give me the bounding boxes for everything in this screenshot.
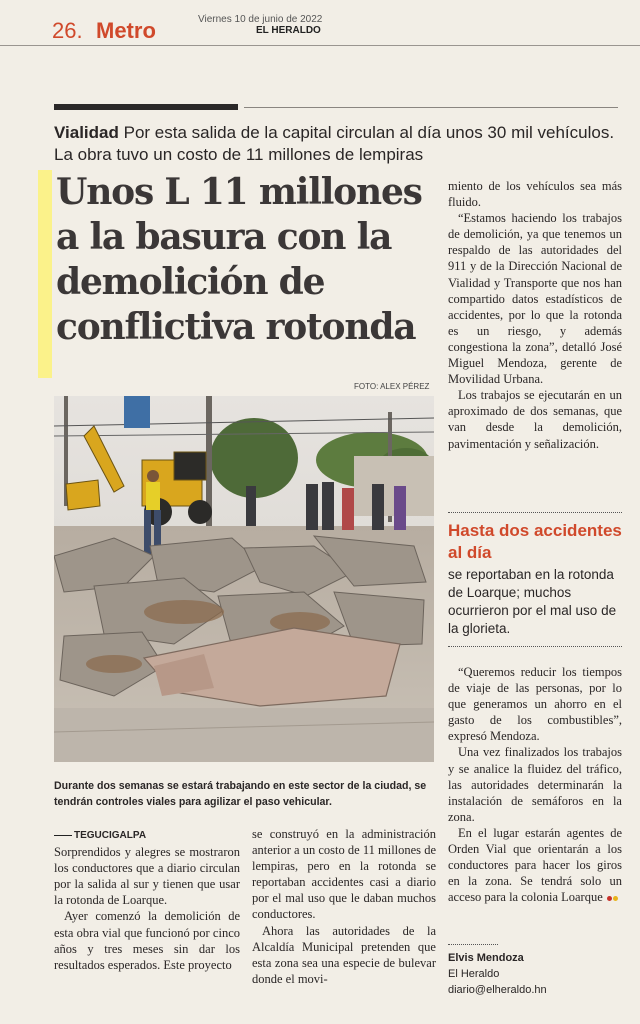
author-name: Elvis Mendoza	[448, 952, 524, 964]
paragraph: Ahora las autoridades de la Alcaldía Municipal pretenden que esta zona sea una especie de bulevar donde el movi-	[252, 923, 436, 986]
photo-credit: FOTO: ALEX PÉREZ	[354, 382, 430, 391]
kicker-label: Vialidad	[54, 123, 119, 142]
dateline: TEGUCIGALPA	[74, 830, 147, 841]
byline	[448, 950, 547, 998]
paragraph: Una vez finalizados los trabajos y se analice la fluidez del tráfico, las autoridades determinarán la instalación de semáforos en la zona.	[448, 745, 622, 824]
author-outlet: El Heraldo	[448, 968, 500, 980]
paragraph: Ayer comenzó la demolición de esta obra vial que funcionó por cinco años y tres meses sin dar los resultados esperados. Este proyecto	[54, 909, 240, 972]
paragraph: miento de los vehículos sea más fluido.	[448, 179, 622, 210]
photo-caption: Durante dos semanas se estará trabajando en este sector de la ciudad, se tendrán controles viales para agilizar el paso vehicular.	[54, 780, 427, 808]
paragraph-text: En el lugar estarán agentes de Orden Vial que orientarán a los conductores para hacer los giros en la zona. Se tendrá solo un acceso para la colonia Loarque	[448, 825, 622, 905]
final-paragraph	[448, 825, 622, 905]
box-top-rule	[448, 512, 622, 513]
box-bottom-rule	[448, 646, 622, 647]
body-column-1	[54, 826, 240, 973]
divider	[244, 107, 618, 108]
kicker	[54, 122, 624, 166]
end-mark-icon	[613, 896, 618, 901]
author-email: diario@elheraldo.hn	[448, 984, 547, 996]
paragraph: “Queremos reducir los tiempos de viaje de las personas, por lo que generamos un ahorro en el gasto de los combustibles”, expresó Mendoza.	[448, 665, 622, 744]
dateline-line	[54, 826, 240, 844]
highlight-text: se reportaban en la rotonda de Loarque; muchos ocurrieron por el mal uso de la glorieta.	[448, 567, 617, 636]
paragraph: se construyó en la administración anterior a un costo de 11 millones de lempiras, pero en la rotonda se reportaban accidentes casi a diario por el mal uso que le daban muchos conductores.	[252, 827, 436, 922]
header-rule	[0, 45, 640, 46]
highlight-title: Hasta dos accidentes al día	[448, 521, 622, 562]
section-bar	[54, 104, 238, 110]
body-column-2	[252, 826, 436, 987]
body-column-3-top	[448, 178, 622, 452]
headline-line: a la basura con la	[56, 216, 392, 258]
issue-date: Viernes 10 de junio de 2022	[198, 14, 323, 25]
headline-line: demolición de	[56, 261, 325, 303]
section-title: Metro	[96, 18, 156, 43]
end-mark-icon	[607, 896, 612, 901]
publication-name: EL HERALDO	[256, 25, 321, 36]
kicker-text: Por esta salida de la capital circulan al día unos 30 mil vehículos. La obra tuvo un costo de 11 millones de lempiras	[54, 123, 615, 164]
highlighter-mark	[38, 170, 52, 378]
paragraph: “Estamos haciendo los trabajos de demolición, ya que tenemos un respaldo de las autoridades del 911 y de la Dirección Nacional de Vialidad y Transporte que nos han compartido datos estadísticos de accidentes, por lo que la rotonda es un riesgo, y además congestiona la zona”, detalló José Miguel Mendoza, gerente de Movilidad Urbana.	[448, 211, 622, 387]
headline-line: conflictiva rotonda	[56, 306, 416, 348]
signature-rule	[448, 944, 498, 945]
page-number: 26.	[52, 18, 83, 43]
dateline-rule	[54, 835, 72, 836]
headline	[56, 170, 440, 350]
body-column-3-bottom	[448, 664, 622, 905]
headline-line: Unos L 11 millones	[56, 171, 422, 213]
news-photo	[54, 396, 434, 762]
paragraph: Sorprendidos y alegres se mostraron los conductores que a diario circulan por la salida al sur y tienen que usar la rotonda de Loarque.	[54, 845, 240, 908]
paragraph: Los trabajos se ejecutarán en un aproximado de dos semanas, que van desde la demolición, pavimentación y señalización.	[448, 388, 622, 451]
